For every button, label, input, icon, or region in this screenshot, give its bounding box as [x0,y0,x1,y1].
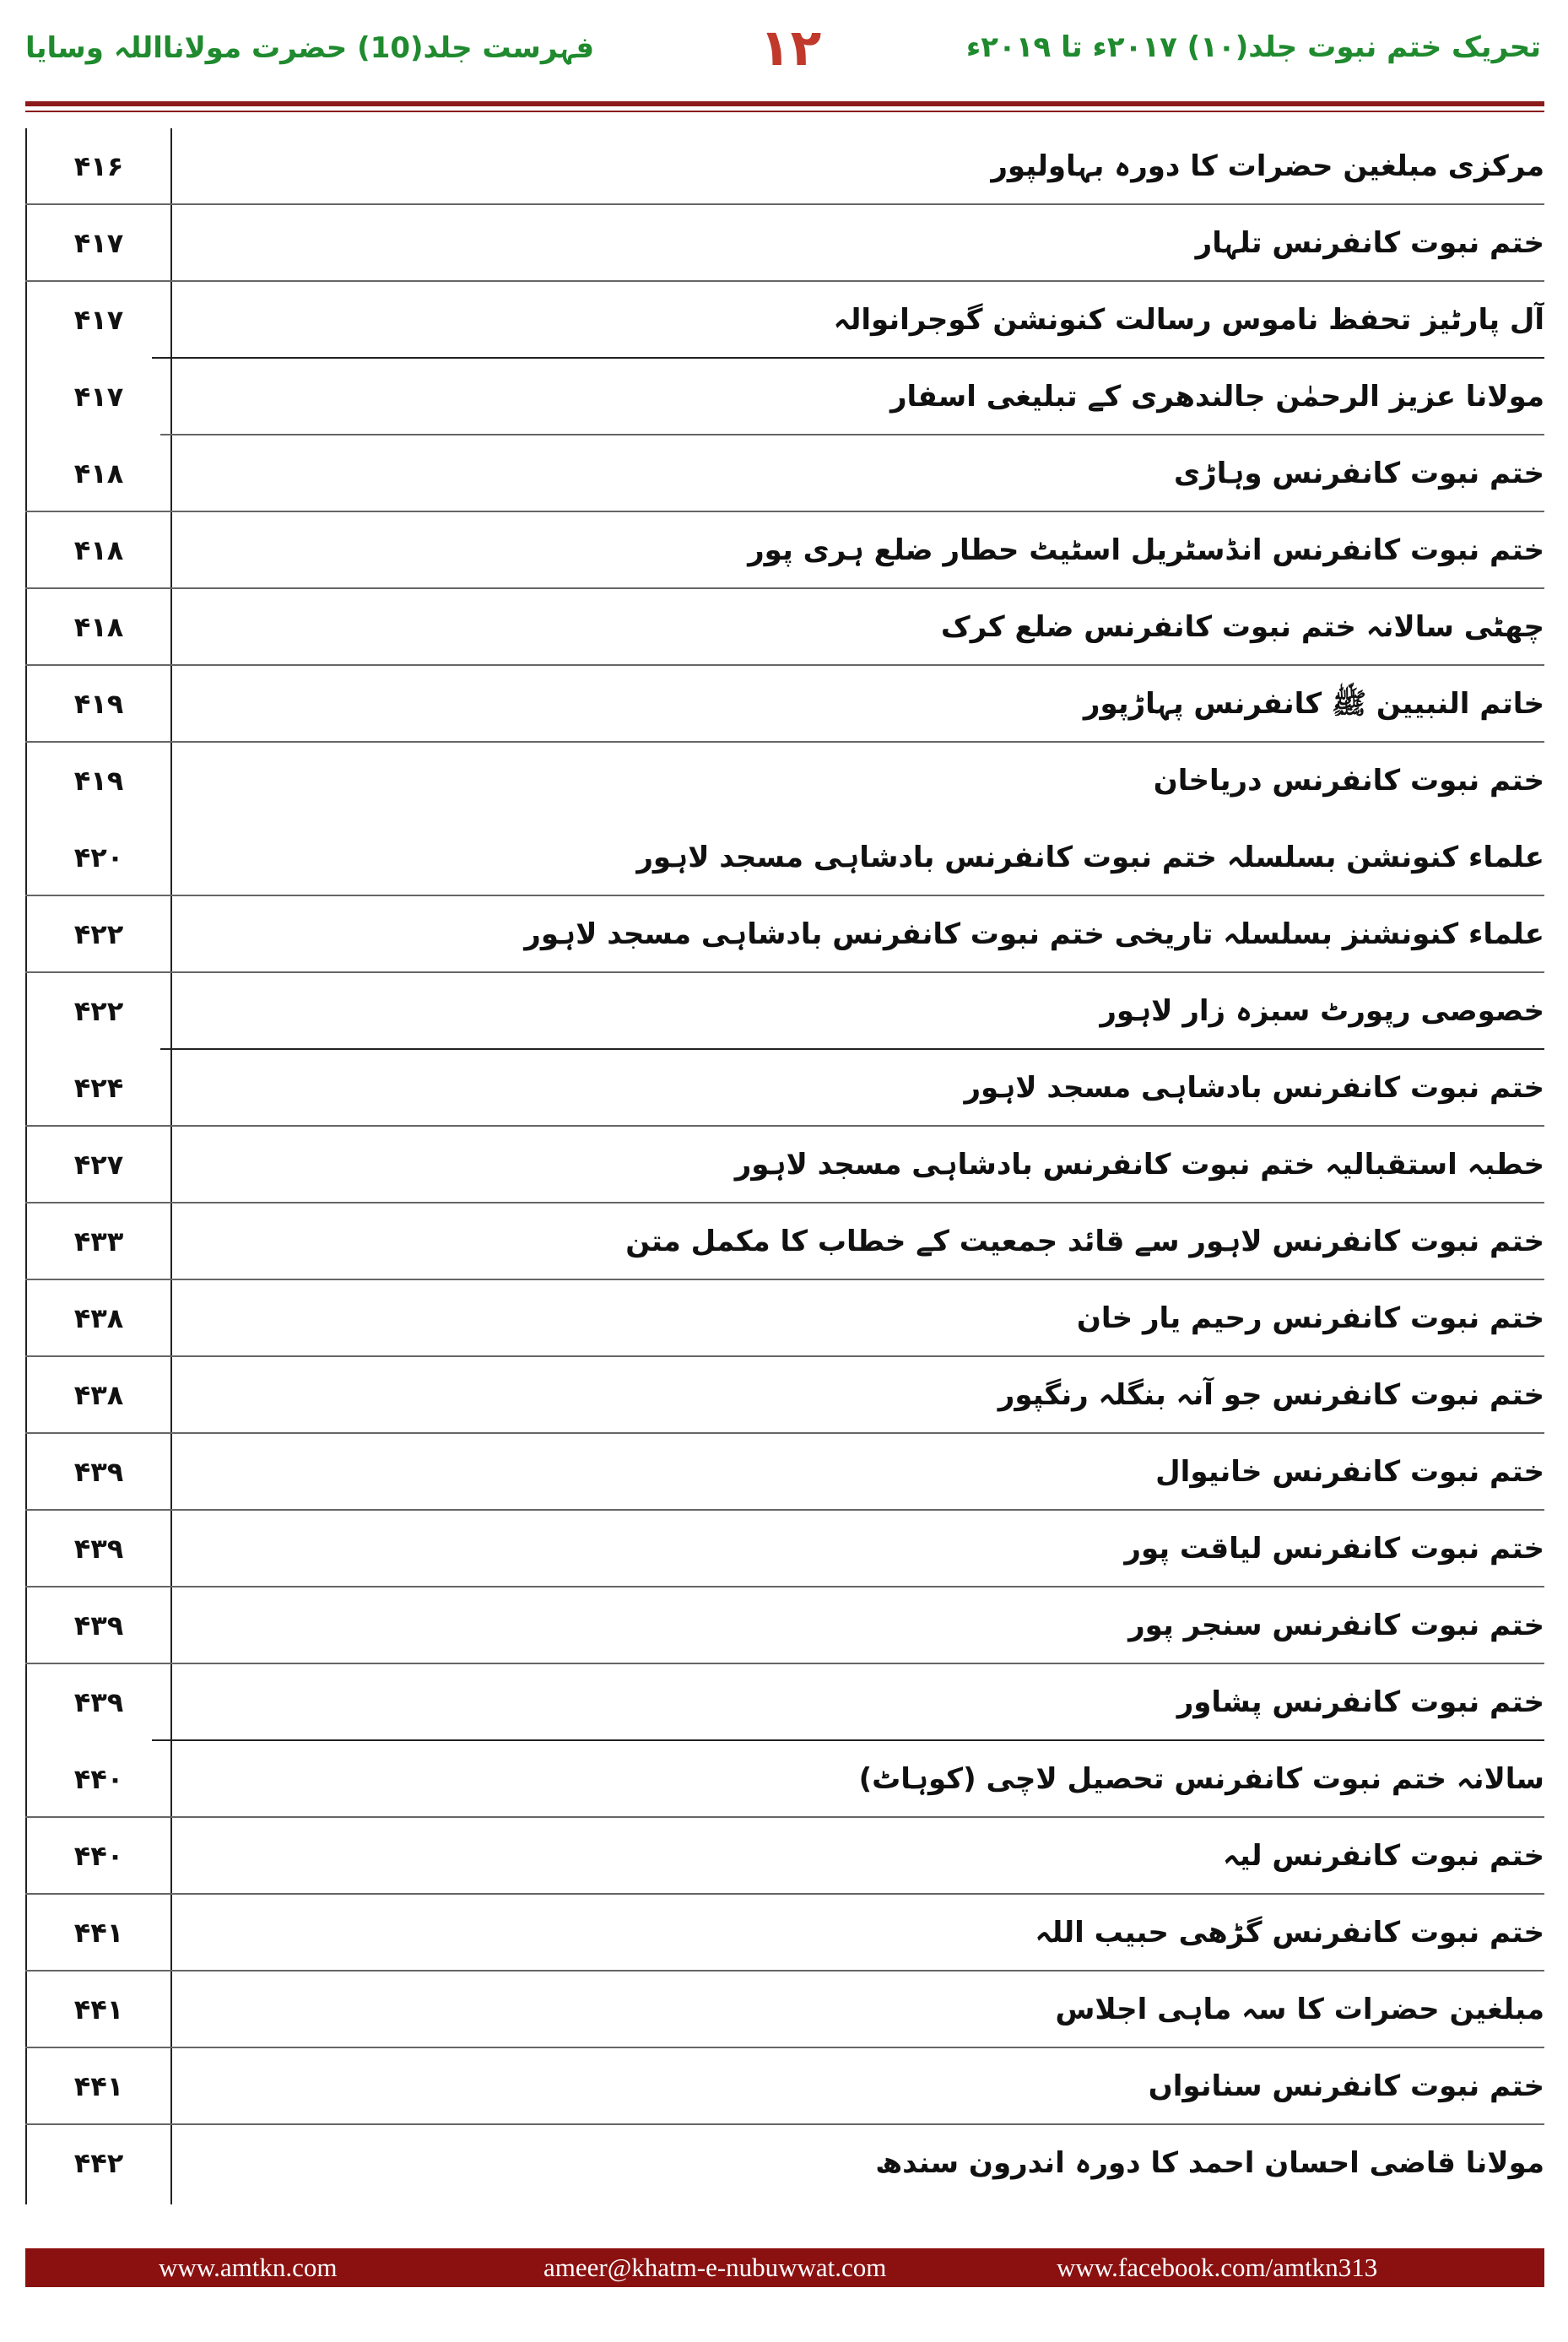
toc-entry-title: ختم نبوت کانفرنس انڈسٹریل اسٹیٹ حطار ضلع ہری پور [748,533,1544,567]
toc-entry-title: ختم نبوت کانفرنس تلہار [1195,226,1544,260]
toc-page-number: ۴۴۱ [73,1917,124,1949]
header-divider-thick [25,101,1544,106]
toc-page-number: ۴۳۹ [73,1533,124,1565]
toc-page-number: ۴۱۸ [73,534,124,566]
toc-row [25,1818,1544,1895]
toc-page-number: ۴۴۰ [73,1763,124,1795]
toc-entry-title: ختم نبوت کانفرنس لیہ [1222,1839,1544,1873]
toc-row [25,2125,1544,2202]
toc-page-number: ۴۱۹ [73,765,124,797]
toc-entry-title: مولانا عزیز الرحمٰن جالندھری کے تبلیغی اسفار [889,380,1544,414]
toc-row [25,1280,1544,1357]
toc-entry-title: ختم نبوت کانفرنس خانیوال [1155,1455,1544,1489]
toc-row [25,1203,1544,1280]
toc-entry-title: ختم نبوت کانفرنس گڑھی حبیب اللہ [1035,1916,1544,1950]
toc-page-number: ۴۳۹ [73,1609,124,1642]
toc-row [25,435,1544,512]
toc-page-number: ۴۴۱ [73,1993,124,2026]
toc-row [25,205,1544,282]
toc-row [25,1127,1544,1203]
page-header [0,0,1568,101]
toc-entry-title: ختم نبوت کانفرنس دریاخان [1153,764,1544,798]
toc-row [25,973,1544,1050]
toc-entry-title: ختم نبوت کانفرنس سنانواں [1148,2069,1544,2103]
toc-entry-title: مرکزی مبلغین حضرات کا دورہ بہاولپور [991,149,1544,183]
toc-row [25,282,1544,359]
toc-page-number: ۴۲۲ [73,995,124,1027]
toc-page-number: ۴۱۶ [73,150,124,182]
toc-page-number: ۴۲۷ [73,1149,124,1181]
toc-page-number: ۴۳۸ [73,1302,124,1334]
header-divider-thin [25,111,1544,112]
toc-entry-title: خطبہ استقبالیہ ختم نبوت کانفرنس بادشاہی مسجد لاہور [734,1148,1544,1182]
toc-page-number: ۴۴۰ [73,1840,124,1872]
toc-row [25,1895,1544,1971]
toc-entry-title: مولانا قاضی احسان احمد کا دورہ اندرون سندھ [875,2146,1544,2180]
toc-page-number: ۴۳۳ [73,1225,124,1258]
toc-page-number: ۴۲۴ [73,1072,124,1104]
page-number: ۱۲ [760,19,822,78]
index-title: فہرست جلد(10) حضرت مولانااللہ وسایا [25,31,595,65]
toc-page-number: ۴۱۷ [73,227,124,259]
toc-row [25,1357,1544,1434]
toc-entry-title: مبلغین حضرات کا سہ ماہی اجلاس [1055,1993,1544,2026]
toc-row [25,2048,1544,2125]
toc-row [25,1587,1544,1664]
toc-row [25,896,1544,973]
toc-row [25,512,1544,589]
toc-row [25,819,1544,896]
website-link[interactable]: www.amtkn.com [159,2253,338,2282]
toc-row [25,666,1544,743]
toc-entry-title: خاتم النبیین ﷺ کانفرنس پہاڑپور [1083,687,1544,721]
email-link[interactable]: ameer@khatm-e-nubuwwat.com [543,2253,887,2282]
toc-page-number: ۴۱۸ [73,457,124,489]
toc-page-number: ۴۱۷ [73,304,124,336]
toc-entry-title: ختم نبوت کانفرنس لیاقت پور [1124,1532,1544,1566]
toc-entry-title: آل پارٹیز تحفظ ناموس رسالت کنونشن گوجرانوالہ [833,303,1544,337]
toc-entry-title: خصوصی رپورٹ سبزہ زار لاہور [1100,994,1544,1028]
toc-page-number: ۴۲۰ [73,841,124,874]
toc-row [25,1434,1544,1511]
toc-page-number: ۴۴۱ [73,2070,124,2102]
toc-row [25,1664,1544,1741]
toc-page-number: ۴۱۸ [73,611,124,643]
toc-row [25,589,1544,666]
toc-entry-title: سالانہ ختم نبوت کانفرنس تحصیل لاچی (کوہاٹ) [858,1762,1544,1796]
toc-row [25,1741,1544,1818]
footer-bar [25,2248,1544,2287]
toc-page-number: ۴۱۷ [73,381,124,413]
toc-row [25,128,1544,205]
toc-entry-title: ختم نبوت کانفرنس لاہور سے قائد جمعیت کے خطاب کا مکمل متن [625,1225,1544,1258]
toc-page-number: ۴۴۲ [73,2147,124,2179]
toc-page-number: ۴۲۲ [73,918,124,950]
toc-row [25,1971,1544,2048]
toc-entry-title: علماء کنونشن بسلسلہ ختم نبوت کانفرنس بادشاہی مسجد لاہور [636,841,1544,874]
table-of-contents [25,128,1544,2204]
toc-page-number: ۴۳۸ [73,1379,124,1411]
book-title: تحریک ختم نبوت جلد(۱۰) ۲۰۱۷ء تا ۲۰۱۹ء [965,30,1541,64]
toc-page-number: ۴۱۹ [73,688,124,720]
toc-row [25,743,1544,819]
toc-page-number: ۴۳۹ [73,1456,124,1488]
toc-entry-title: ختم نبوت کانفرنس بادشاہی مسجد لاہور [964,1071,1544,1105]
toc-entry-title: ختم نبوت کانفرنس سنجر پور [1128,1609,1544,1642]
toc-row [25,1050,1544,1127]
toc-row [25,359,1544,435]
toc-row [25,1511,1544,1587]
toc-entry-title: ختم نبوت کانفرنس جو آنہ بنگلہ رنگپور [998,1378,1544,1412]
toc-entry-title: ختم نبوت کانفرنس رحیم یار خان [1076,1301,1544,1335]
toc-entry-title: چھٹی سالانہ ختم نبوت کانفرنس ضلع کرک [940,610,1544,644]
toc-entry-title: علماء کنونشنز بسلسلہ تاریخی ختم نبوت کانفرنس بادشاہی مسجد لاہور [524,917,1544,951]
toc-entry-title: ختم نبوت کانفرنس وہاڑی [1174,457,1544,490]
toc-entry-title: ختم نبوت کانفرنس پشاور [1176,1685,1544,1719]
facebook-link[interactable]: www.facebook.com/amtkn313 [1057,2253,1378,2282]
toc-page-number: ۴۳۹ [73,1686,124,1718]
